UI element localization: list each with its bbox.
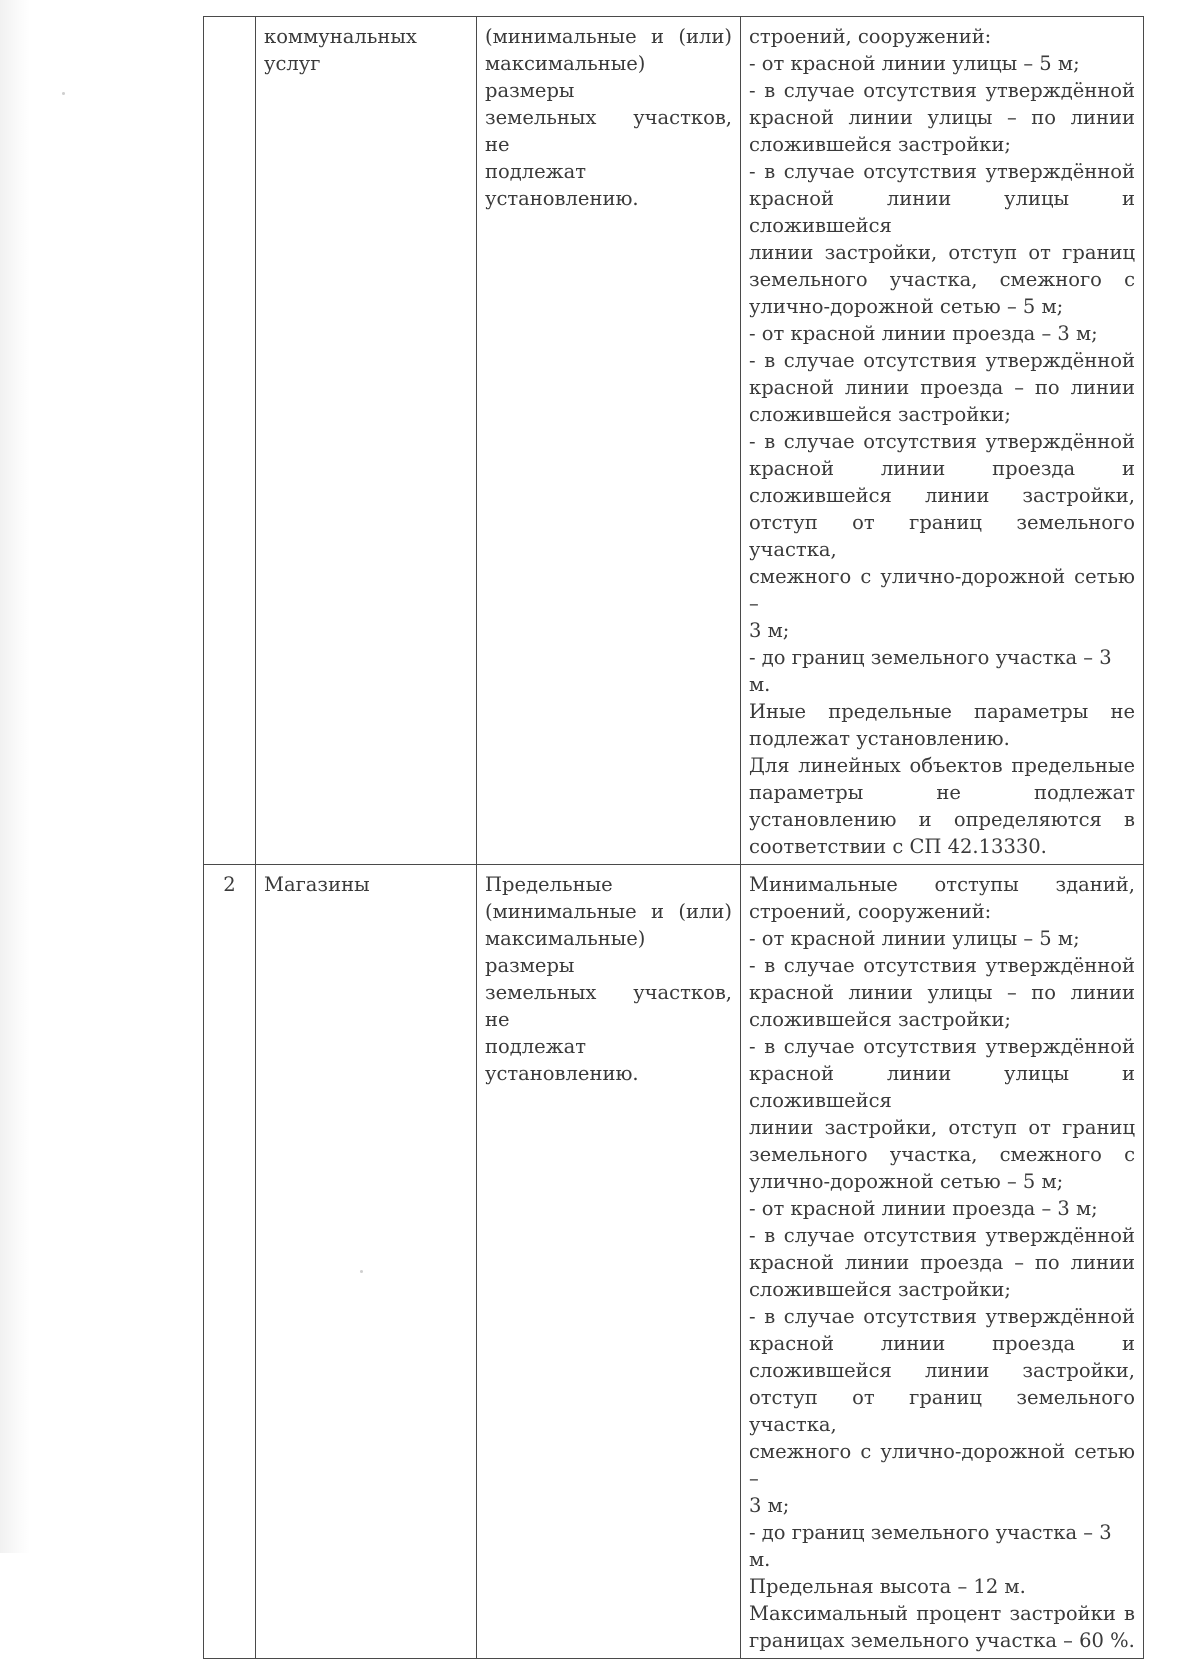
- param-text-line: 3 м;: [749, 1494, 790, 1517]
- param-text-line: - в случае отсутствия утверждённой: [749, 1224, 1135, 1247]
- size-text-line: подлежат: [485, 160, 587, 183]
- parameters-cell: [741, 865, 1144, 1659]
- param-text-line: - в случае отсутствия утверждённой: [749, 349, 1135, 372]
- param-text-line: подлежат установлению.: [749, 727, 1010, 750]
- size-text-line: подлежат: [485, 1035, 587, 1058]
- param-text-line: - в случае отсутствия утверждённой: [749, 79, 1135, 102]
- param-text-line: улично-дорожной сетью – 5 м;: [749, 1170, 1064, 1193]
- name-text-line: услуг: [264, 52, 321, 75]
- param-text-line: Максимальный процент застройки в: [749, 1602, 1135, 1625]
- param-text-line: - от красной линии улицы – 5 м;: [749, 52, 1080, 75]
- param-text-line: Для линейных объектов предельные: [749, 754, 1135, 777]
- param-text-line: линии застройки, отступ от границ: [749, 241, 1135, 264]
- size-text-line: максимальные) размеры: [485, 927, 646, 977]
- size-text-line: установлению.: [485, 187, 639, 210]
- param-text-line: параметры не подлежат: [749, 781, 1135, 804]
- param-text-line: красной линии проезда и: [749, 457, 1135, 480]
- param-text-line: красной линии улицы и сложившейся: [749, 187, 1135, 237]
- param-text-line: - в случае отсутствия утверждённой: [749, 1305, 1135, 1328]
- param-text-line: красной линии улицы – по линии: [749, 106, 1135, 129]
- size-text-line: земельных участков, не: [485, 106, 732, 156]
- param-text-line: сложившейся линии застройки,: [749, 1359, 1135, 1382]
- size-text-line: (минимальные и (или): [485, 25, 732, 48]
- size-text-line: Предельные: [485, 873, 613, 896]
- scan-edge-shadow: [0, 0, 30, 1553]
- table-row: [204, 17, 1144, 865]
- param-text-line: сложившейся застройки;: [749, 1278, 1011, 1301]
- param-text-line: установлению и определяются в: [749, 808, 1135, 831]
- param-text-line: - от красной линии улицы – 5 м;: [749, 927, 1080, 950]
- param-text-line: - от красной линии проезда – 3 м;: [749, 1197, 1098, 1220]
- row-number-cell: [204, 17, 256, 865]
- param-text-line: - в случае отсутствия утверждённой: [749, 160, 1135, 183]
- param-text-line: отступ от границ земельного участка,: [749, 1386, 1135, 1436]
- param-text-line: земельного участка, смежного с: [749, 1143, 1135, 1166]
- regulations-table: [203, 16, 1144, 1659]
- param-text-line: отступ от границ земельного участка,: [749, 511, 1135, 561]
- param-text-line: сложившейся застройки;: [749, 133, 1011, 156]
- name-text-line: коммунальных: [264, 25, 417, 48]
- param-text-line: Минимальные отступы зданий,: [749, 873, 1135, 896]
- size-text-line: земельных участков, не: [485, 981, 732, 1031]
- param-text-line: смежного с улично-дорожной сетью –: [749, 565, 1135, 615]
- size-text-line: (минимальные и (или): [485, 900, 732, 923]
- plot-size-cell: [477, 17, 741, 865]
- param-text-line: смежного с улично-дорожной сетью –: [749, 1440, 1135, 1490]
- param-text-line: - от красной линии проезда – 3 м;: [749, 322, 1098, 345]
- param-text-line: Иные предельные параметры не: [749, 700, 1135, 723]
- param-text-line: сложившейся застройки;: [749, 1008, 1011, 1031]
- param-text-line: соответствии с СП 42.13330.: [749, 835, 1047, 858]
- param-text-line: - в случае отсутствия утверждённой: [749, 954, 1135, 977]
- param-text-line: сложившейся застройки;: [749, 403, 1011, 426]
- use-type-cell: [256, 865, 477, 1659]
- parameters-cell: [741, 17, 1144, 865]
- size-text-line: максимальные) размеры: [485, 52, 646, 102]
- param-text-line: - в случае отсутствия утверждённой: [749, 1035, 1135, 1058]
- use-type-cell: [256, 17, 477, 865]
- param-text-line: - до границ земельного участка – 3 м.: [749, 1521, 1112, 1571]
- param-text-line: красной линии улицы и сложившейся: [749, 1062, 1135, 1112]
- param-text-line: красной линии проезда – по линии: [749, 1251, 1135, 1274]
- param-text-line: 3 м;: [749, 619, 790, 642]
- param-text-line: - до границ земельного участка – 3 м.: [749, 646, 1112, 696]
- param-text-line: Предельная высота – 12 м.: [749, 1575, 1026, 1598]
- param-text-line: строений, сооружений:: [749, 25, 992, 48]
- size-text-line: установлению.: [485, 1062, 639, 1085]
- param-text-line: строений, сооружений:: [749, 900, 992, 923]
- param-text-line: красной линии проезда и: [749, 1332, 1135, 1355]
- row-number-cell: 2: [204, 865, 256, 1659]
- param-text-line: сложившейся линии застройки,: [749, 484, 1135, 507]
- param-text-line: улично-дорожной сетью – 5 м;: [749, 295, 1064, 318]
- scan-speck: [62, 92, 65, 95]
- param-text-line: земельного участка, смежного с: [749, 268, 1135, 291]
- plot-size-cell: [477, 865, 741, 1659]
- table-row: [204, 865, 1144, 1659]
- param-text-line: красной линии проезда – по линии: [749, 376, 1135, 399]
- param-text-line: красной линии улицы – по линии: [749, 981, 1135, 1004]
- param-text-line: границах земельного участка – 60 %.: [749, 1629, 1135, 1652]
- param-text-line: - в случае отсутствия утверждённой: [749, 430, 1135, 453]
- name-text-line: Магазины: [264, 873, 370, 896]
- param-text-line: линии застройки, отступ от границ: [749, 1116, 1135, 1139]
